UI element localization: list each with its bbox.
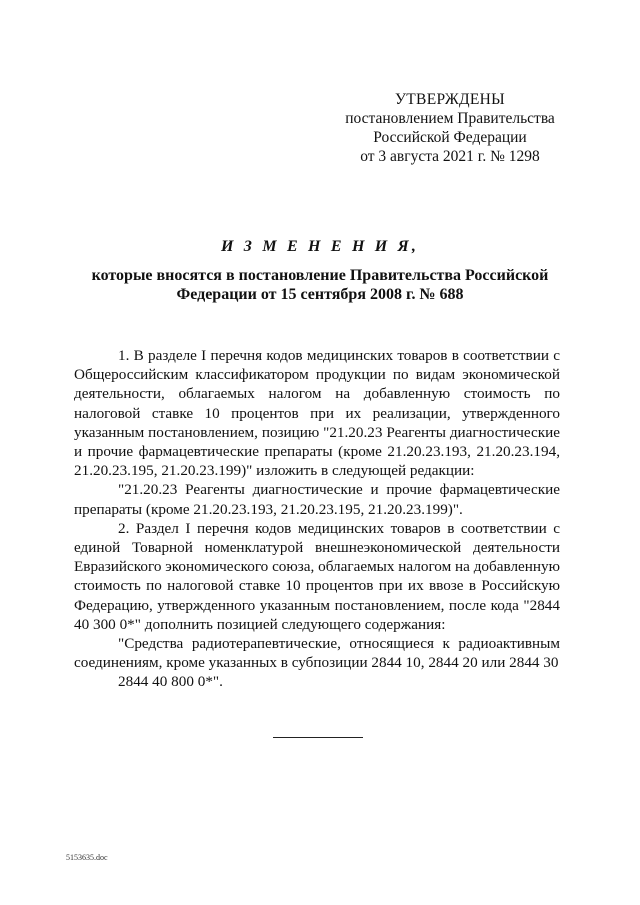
closing-divider bbox=[273, 737, 363, 738]
paragraph-item-1-quote: "21.20.23 Реагенты диагностические и прочие фармацевтические препараты (кроме 21.20.23.193, 21.20.23.195, 21.20.23.199)". bbox=[74, 481, 560, 518]
paragraph-item-2: 2. Раздел I перечня кодов медицинских товаров в соответствии с единой Товарной номенклатурой внешнеэкономической деятельности Евразийского экономического союза, облагаемых налогом на добавленную стоимость по налоговой ставке 10 процентов при их ввозе в Российскую Федерацию, утвержденного указанным постановлением, после кода "2844 40 300 0*" дополнить позицией следующего содержания: bbox=[74, 519, 560, 633]
paragraph-item-2-code: 2844 40 800 0*". bbox=[118, 673, 223, 691]
heading-title: И З М Е Н Е Н И Я, bbox=[220, 238, 420, 255]
approval-block bbox=[340, 90, 560, 166]
paragraph-item-2-quote: "Средства радиотерапевтические, относящиеся к радиоактивным соединениям, кроме указанных в субпозиции 2844 10, 2844 20 или 2844 30 bbox=[74, 635, 560, 672]
approval-line-resolution: постановлением Правительства bbox=[345, 110, 555, 127]
document-file-code: 5153635.doc bbox=[66, 853, 108, 862]
approval-title: УТВЕРЖДЕНЫ bbox=[395, 91, 505, 108]
approval-line-government: Российской Федерации bbox=[373, 129, 527, 146]
heading-subtitle-line-2: Федерации от 15 сентября 2008 г. № 688 bbox=[176, 286, 464, 303]
paragraph-item-1: 1. В разделе I перечня кодов медицинских товаров в соответствии с Общероссийским классификатором продукции по видам экономической деятельности, облагаемых налогом на добавленную стоимость по налоговой ставке 10 процентов при их реализации, утвержденного указанным постановлением, позицию "21.20.23 Реагенты диагностические и прочие фармацевтические препараты (кроме 21.20.23.193, 21.20.23.194, 21.20.23.195, 21.20.23.199)" изложить в следующей редакции: bbox=[74, 347, 560, 480]
heading-subtitle-line-1: которые вносятся в постановление Правительства Российской bbox=[91, 267, 549, 284]
document-body bbox=[74, 346, 560, 692]
approval-line-date-number: от 3 августа 2021 г. № 1298 bbox=[360, 148, 540, 165]
document-heading bbox=[80, 238, 560, 304]
